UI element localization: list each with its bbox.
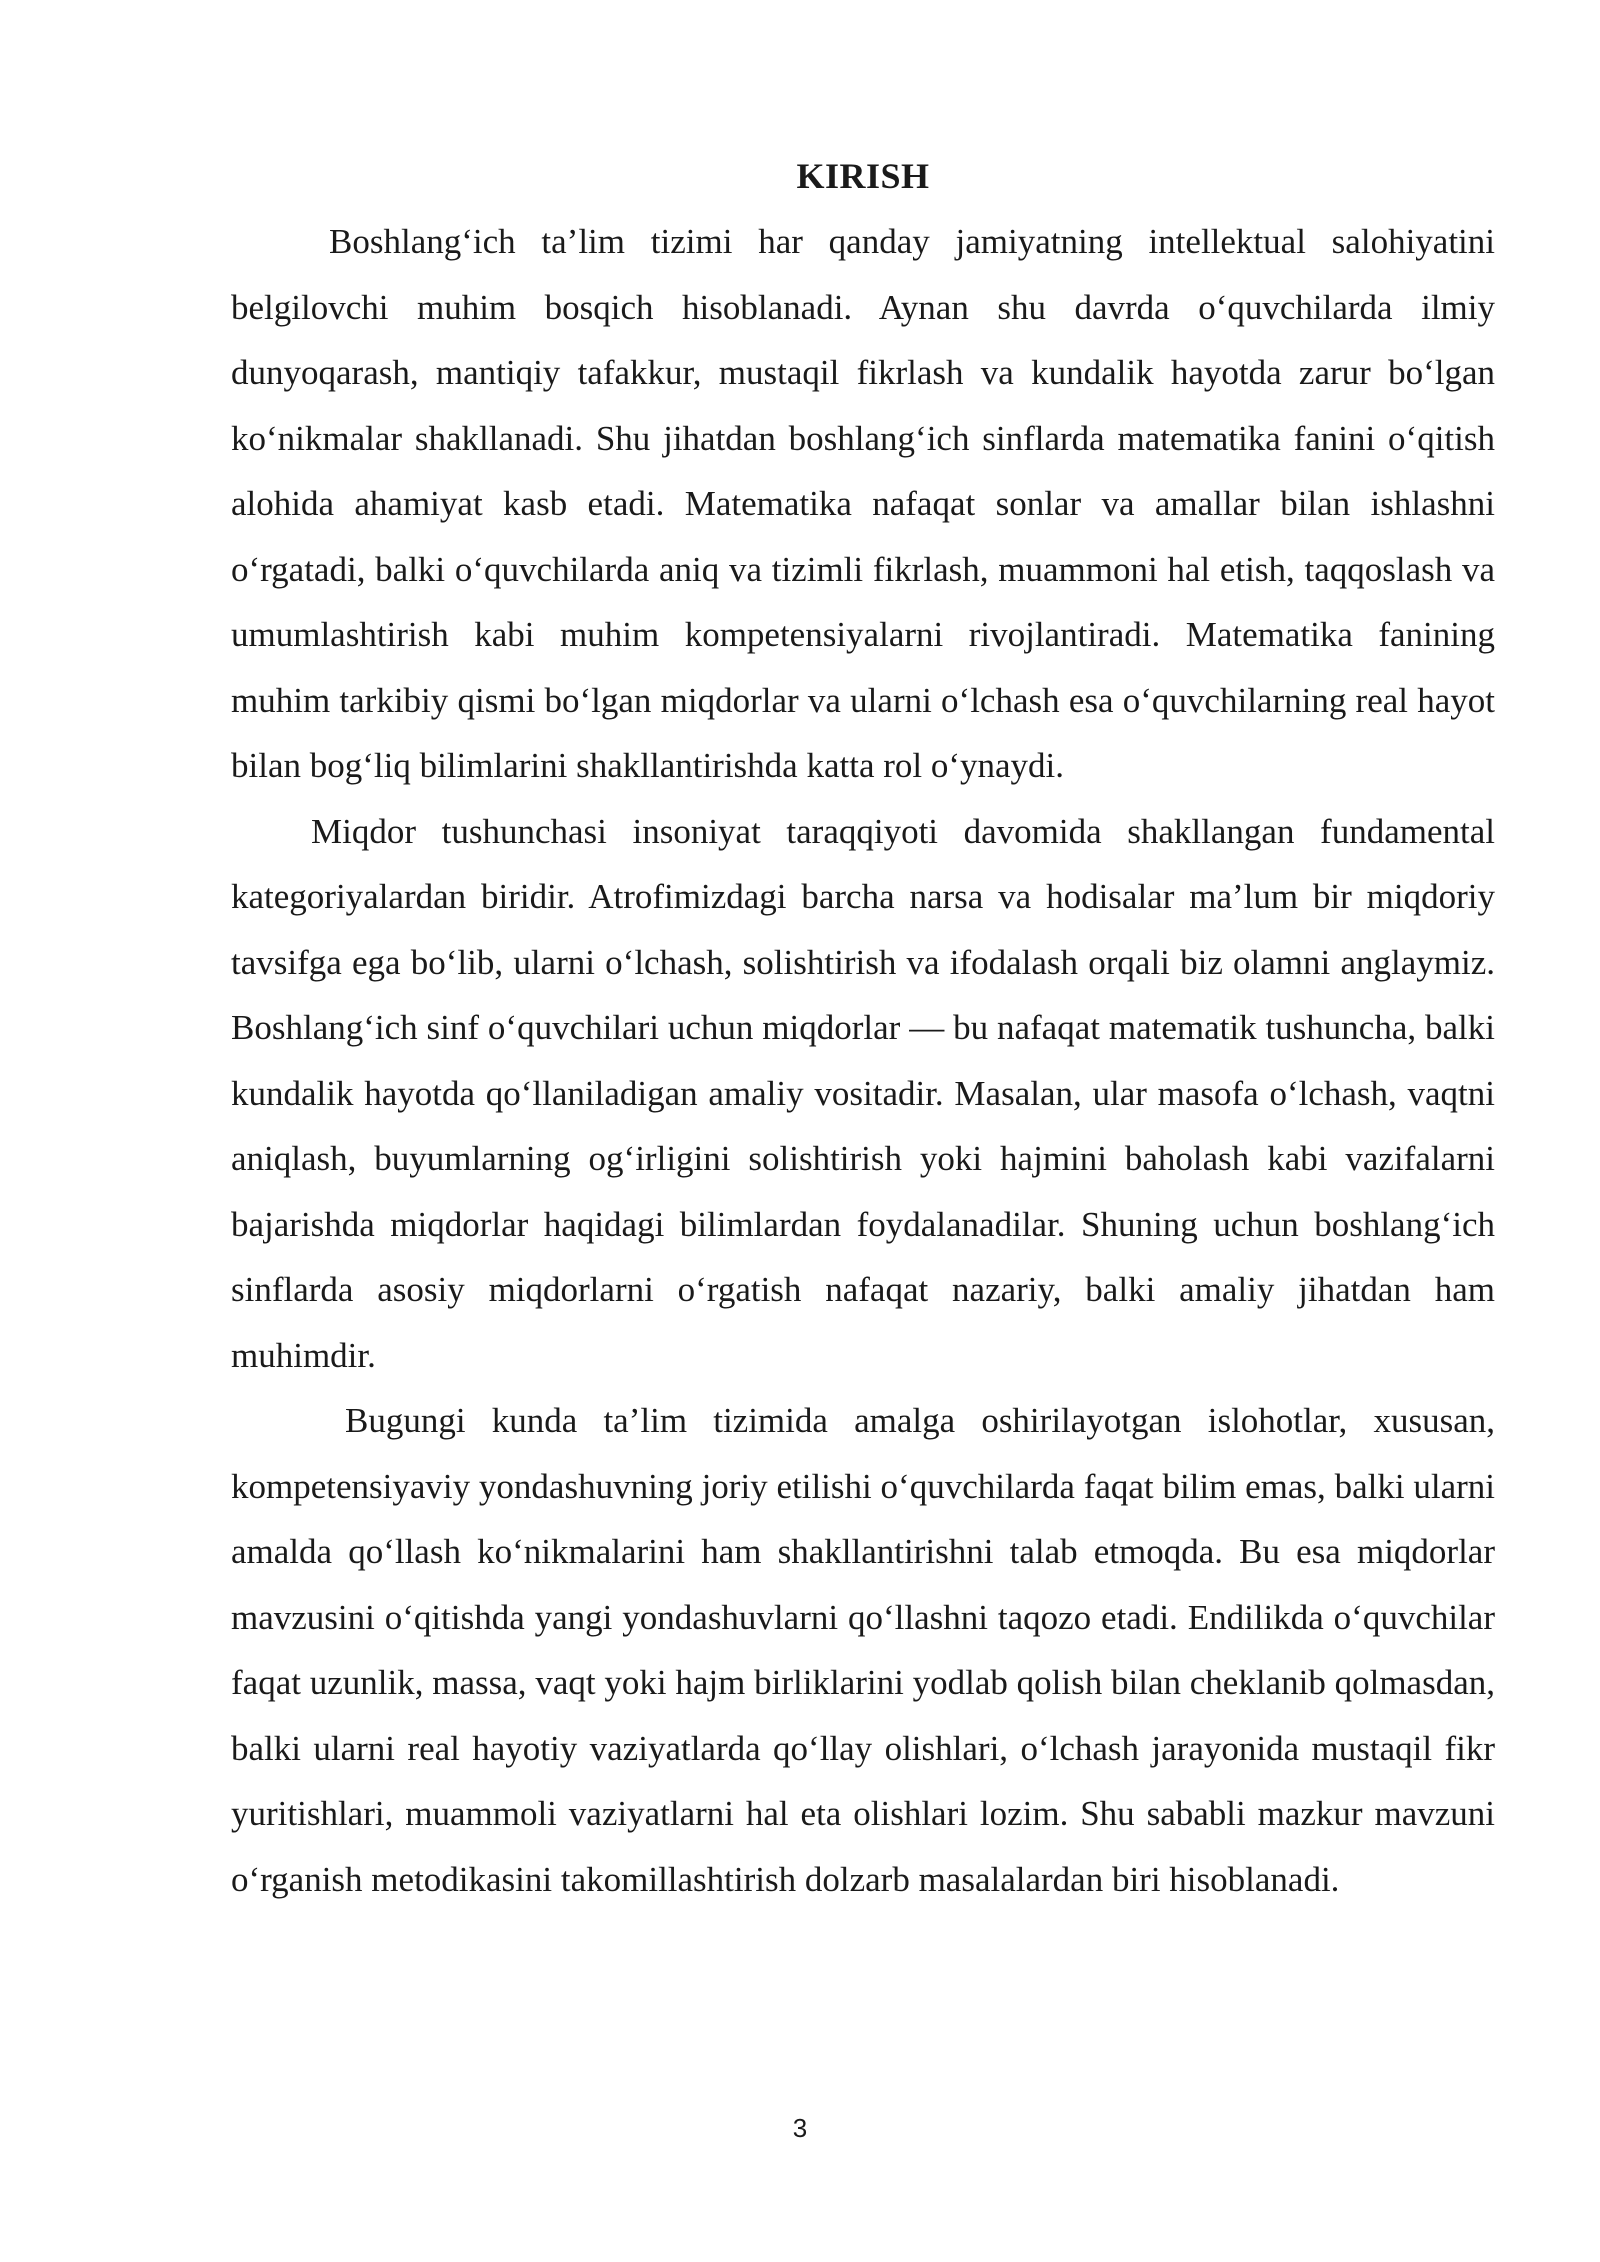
paragraph-3: Bugungi kunda ta’lim tizimida amalga oshirilayotgan islohotlar, xususan, kompetensiyaviy yondashuvning joriy etilishi o‘quvchilarda faqat bilim emas, balki ularni amalda qo‘llash ko‘nikmalarini ham shakllantirishni talab etmoqda. Bu esa miqdorlar mavzusini o‘qitishda yangi yondashuvlarni qo‘llashni taqozo etadi. Endilikda o‘quvchilar faqat uzunlik, massa, vaqt yoki hajm birliklarini yodlab qolish bilan cheklanib qolmasdan, balki ularni real hayotiy vaziyatlarda qo‘llay olishlari, o‘lchash jarayonida mustaqil fikr yuritishlari, muammoli vaziyatlarni hal eta olishlari lozim. Shu sababli mazkur mavzuni o‘rganish metodikasini takomillashtirish dolzarb masalalardan biri hisoblanadi. [231,1401,1495,1899]
paragraph-1: Boshlang‘ich ta’lim tizimi har qanday jamiyatning intellektual salohiyatini belgilovchi muhim bosqich hisoblanadi. Aynan shu davrda o‘quvchilarda ilmiy dunyoqarash, mantiqiy tafakkur, mustaqil fikrlash va kundalik hayotda zarur bo‘lgan ko‘nikmalar shakllanadi. Shu jihatdan boshlang‘ich sinflarda matematika fanini o‘qitish alohida ahamiyat kasb etadi. Matematika nafaqat sonlar va amallar bilan ishlashni o‘rgatadi, balki o‘quvchilarda aniq va tizimli fikrlash, muammoni hal etish, taqqoslash va umumlashtirish kabi muhim kompetensiyalarni rivojlantiradi. Matematika fanining muhim tarkibiy qismi bo‘lgan miqdorlar va ularni o‘lchash esa o‘quvchilarning real hayot bilan bog‘liq bilimlarini shakllantirishda katta rol o‘ynaydi. [231,222,1495,785]
page-title: KIRISH [796,156,930,196]
page-content [231,148,1495,1912]
paragraph-2: Miqdor tushunchasi insoniyat taraqqiyoti davomida shakllangan fundamental kategoriyalardan biridir. Atrofimizdagi barcha narsa va hodisalar ma’lum bir miqdoriy tavsifga ega bo‘lib, ularni o‘lchash, solishtirish va ifodalash orqali biz olamni anglaymiz. Boshlang‘ich sinf o‘quvchilari uchun miqdorlar — bu nafaqat matematik tushuncha, balki kundalik hayotda qo‘llaniladigan amaliy vositadir. Masalan, ular masofa o‘lchash, vaqtni aniqlash, buyumlarning og‘irligini solishtirish yoki hajmini baholash kabi vazifalarni bajarishda miqdorlar haqidagi bilimlardan foydalanadilar. Shuning uchun boshlang‘ich sinflarda asosiy miqdorlarni o‘rgatish nafaqat nazariy, balki amaliy jihatdan ham muhimdir. [231,811,1495,1375]
page-number: 3 [792,2113,808,2143]
